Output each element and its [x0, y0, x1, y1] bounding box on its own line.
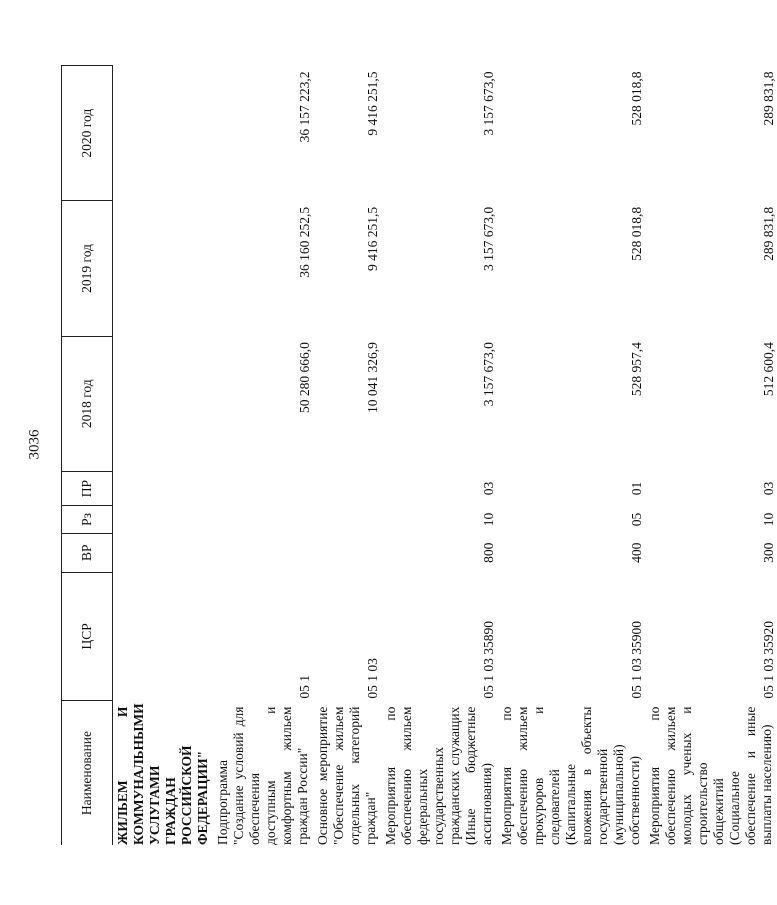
row-vr [213, 533, 313, 572]
table-header-row [62, 66, 113, 846]
row-name: ЖИЛЬЕМ И КОММУНАЛЬНЫМИ УСЛУГАМИ ГРАЖДАН РОССИЙСКОЙ ФЕДЕРАЦИИ" [115, 703, 210, 845]
row-value-2018: 528 957,4 [629, 342, 644, 397]
row-rz: 10 [761, 512, 776, 527]
row-csr: 05 1 03 35900 [629, 620, 644, 699]
row-value-2020: 528 018,8 [629, 71, 644, 126]
table-row [313, 66, 381, 846]
row-pr: 03 [761, 481, 776, 496]
row-value-2018: 10 041 326,9 [365, 342, 380, 413]
row-value-2018 [113, 336, 214, 471]
header-2018: 2018 год [62, 336, 113, 471]
table-row [497, 66, 645, 846]
row-vr: 400 [629, 542, 644, 563]
row-rz [313, 506, 381, 534]
row-value-2019: 289 831,8 [761, 206, 776, 261]
table-row [381, 66, 497, 846]
header-2020: 2020 год [62, 66, 113, 201]
row-value-2020: 9 416 251,5 [365, 71, 380, 136]
row-csr [113, 572, 214, 700]
row-pr [313, 471, 381, 505]
row-value-2019: 9 416 251,5 [365, 206, 380, 271]
row-name: Мероприятия по обеспечению жильем прокуроров и следователей (Капитальные вложения в объекты государственной (муниципальной) собственности) [499, 706, 642, 845]
row-vr [113, 533, 214, 572]
row-value-2018: 50 280 666,0 [297, 342, 312, 413]
row-value-2020 [113, 66, 214, 201]
row-name: Подпрограмма "Создание условий для обеспечения доступным и комфортным жильем граждан России" [215, 706, 310, 845]
row-vr: 800 [481, 542, 496, 563]
row-value-2018: 512 600,4 [761, 342, 776, 397]
table-row [645, 66, 777, 846]
row-value-2020: 36 157 223,2 [297, 71, 312, 143]
row-value-2020: 289 831,8 [761, 71, 776, 126]
table-row [213, 66, 313, 846]
row-value-2019 [113, 201, 214, 336]
row-rz: 05 [629, 512, 644, 527]
header-csr: ЦСР [62, 572, 113, 700]
header-vr: ВР [62, 533, 113, 572]
row-value-2019: 36 160 252,5 [297, 206, 312, 278]
row-name: Мероприятия по обеспечению жильем федеральных государственных гражданских служащих (Иные бюджетные ассигнования) [383, 706, 494, 845]
row-pr: 03 [481, 481, 496, 496]
row-value-2019: 3 157 673,0 [481, 206, 496, 271]
row-csr: 05 1 [297, 674, 312, 699]
row-csr: 05 1 03 35890 [481, 620, 496, 699]
row-value-2020: 3 157 673,0 [481, 71, 496, 136]
row-pr: 01 [629, 481, 644, 496]
row-name: Мероприятия по обеспечению жильем молодых ученых и строительство общежитий (Социальное обеспечение и иные выплаты населению) [647, 706, 774, 845]
page-number: 3036 [26, 429, 43, 460]
row-name: Основное мероприятие "Обеспечение жильем отдельных категорий граждан" [315, 706, 378, 845]
table-row [113, 66, 214, 846]
row-csr: 05 1 03 35920 [761, 620, 776, 699]
budget-table-wrapper [61, 65, 776, 845]
header-pr: ПР [62, 471, 113, 505]
row-vr: 300 [761, 542, 776, 563]
row-rz: 10 [481, 512, 496, 527]
row-vr [313, 533, 381, 572]
budget-table [61, 65, 777, 845]
row-value-2019: 528 018,8 [629, 206, 644, 261]
row-rz [213, 506, 313, 534]
header-name: Наименование [62, 701, 113, 845]
row-csr: 05 1 03 [365, 658, 380, 699]
row-value-2018: 3 157 673,0 [481, 342, 496, 407]
row-pr [113, 471, 214, 505]
row-pr [213, 471, 313, 505]
row-rz [113, 506, 214, 534]
header-rz: Рз [62, 506, 113, 534]
header-2019: 2019 год [62, 201, 113, 336]
